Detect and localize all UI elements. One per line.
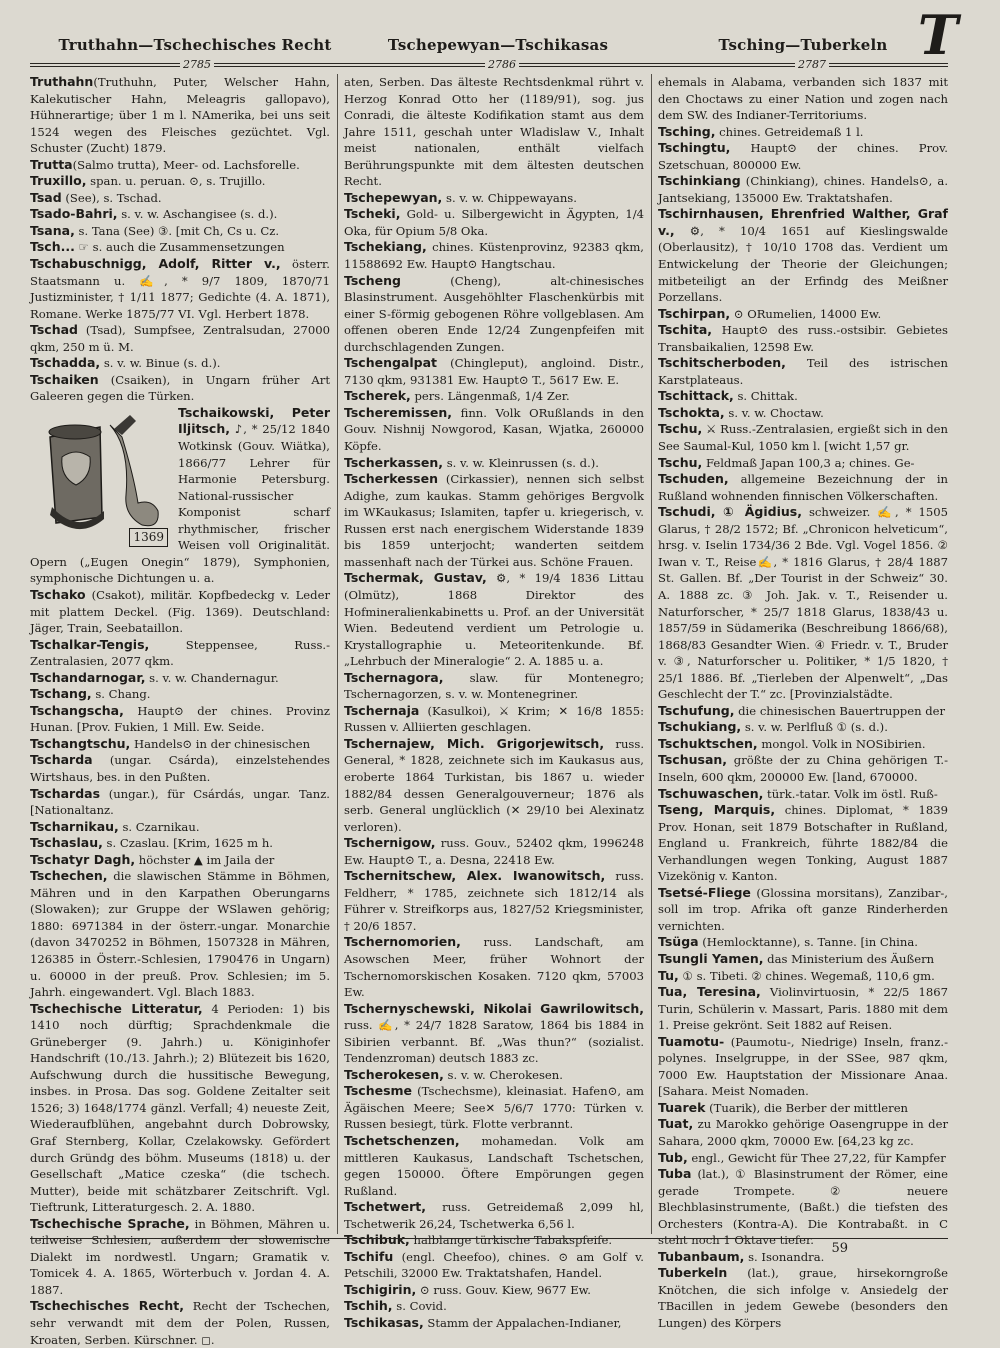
entry-headword: Tschandarnogar, <box>30 669 146 685</box>
entry-headword: Tschirnhausen, Ehrenfried Walther, Graf v., <box>658 206 948 238</box>
dictionary-entry <box>658 1034 948 1100</box>
entry-text: Violinvirtuosin, * 22/5 1867 Turin, Schülerin v. Massart, Paris. 1880 mit dem 1. Preise gekrönt. Seit 1882 auf Reisen. <box>658 985 948 1033</box>
entry-text: mohamedan. Volk am mittleren Kaukasus, Landschaft Tschetschen, gegen 150000. Öftere Empörungen gegen Rußland. <box>344 1134 644 1198</box>
dictionary-entry <box>30 173 330 190</box>
dictionary-entry <box>30 256 330 322</box>
entry-headword: Tuba <box>658 1166 692 1182</box>
dictionary-entry <box>30 1298 330 1348</box>
dictionary-entry <box>30 637 330 670</box>
entry-text: ☞ s. auch die Zusammensetzungen <box>74 240 285 255</box>
entry-headword: Tschangtschu, <box>30 735 131 751</box>
entry-headword: Truxillo, <box>30 173 87 189</box>
entry-text: Feldmaß Japan 100,3 a; chines. Ge- <box>702 455 915 470</box>
entry-headword: Tsüga <box>658 934 699 950</box>
entry-headword: Tsana, <box>30 222 75 238</box>
entry-headword: Tschechische Sprache, <box>30 1215 190 1231</box>
entry-headword: Tubanbaum, <box>658 1248 745 1264</box>
entry-text: aten, Serben. Das älteste Rechtsdenkmal rührt v. Herzog Konrad Otto her (1189/91), sog. jus Conradi, die älteste Kodifikation stamt aus dem Jahre 1511, geschah unter Wladislaw V., Inhalt meist nationalen, enthält vielfach Berührungspunkte mit dem ältesten deutschen Recht. <box>344 75 644 189</box>
entry-headword: Tschesme <box>344 1083 413 1099</box>
entry-text: (Csakot), militär. Kopfbedeckg v. Leder mit plattem Deckel. (Fig. 1369). Deutschland: Jäger, Train, Seebataillon. <box>30 587 330 636</box>
dictionary-entry <box>30 752 330 785</box>
entry-headword: Tschernajew, Mich. Grigorjewitsch, <box>344 735 605 751</box>
dictionary-entry <box>658 388 948 405</box>
dictionary-entry <box>30 736 330 753</box>
column-divider <box>651 74 652 1234</box>
entry-text: s. v. w. Perlfluß ① (s. d.). <box>741 720 888 735</box>
entry-headword: Tschigirin, <box>344 1281 417 1297</box>
entry-text: s. Chang. <box>91 687 151 702</box>
entry-text: in Böhmen, Mähren u. teilweise Schlesien, außerdem der slowenische Dialekt im nordwestl. Ungarn; Gramatik v. Tomicek 4. A. 1865, Wörterbuch v. Jordan 4. A. 1887. <box>30 1216 330 1297</box>
dictionary-entry <box>344 1083 644 1133</box>
dictionary-entry <box>658 968 948 985</box>
dictionary-entry <box>30 868 330 1000</box>
dictionary-entry <box>344 74 644 190</box>
entry-headword: Tscherkassen, <box>344 454 444 470</box>
entry-text: größte der zu China gehörigen T.-Inseln, 600 qkm, 200000 Ew. [land, 670000. <box>658 753 948 784</box>
entry-text: (ungar. Csárda), einzelstehendes Wirtshaus, bes. in den Pußten. <box>30 753 330 784</box>
dictionary-entry <box>30 223 330 240</box>
entry-headword: Tschad <box>30 322 78 338</box>
shako-illustration <box>30 407 170 549</box>
dictionary-entry <box>30 819 330 836</box>
entry-text: ehemals in Alabama, verbanden sich 1837 mit den Choctaws zu einer Nation und zogen nach dem SW. des Indianer-Territoriums. <box>658 75 948 123</box>
entry-headword: Tschang, <box>30 686 92 702</box>
dictionary-entry <box>658 322 948 355</box>
dictionary-entry <box>344 1315 644 1332</box>
dictionary-entry <box>658 786 948 803</box>
entry-headword: Tschittack, <box>658 388 734 404</box>
entry-text: Haupt⊙ des russ.-ostsibir. Gebietes Transbaikalien, 12598 Ew. <box>658 323 948 354</box>
entry-text: (Tsad), Sumpfsee, Zentralsudan, 27000 qkm, 250 m ü. M. <box>30 323 330 354</box>
entry-text: ⚙, * 19/4 1836 Littau (Olmütz), 1868 Direktor des Hofmineralienkabinetts u. Prof. an der Universität Wien. Bedeutend verdient um Petrologie u. Krystallographie u. Meteoritenkunde. Bf. „Lehrbuch der Mineralogie“ 2. A. 1885 u. a. <box>344 571 644 669</box>
entry-headword: Tuat, <box>658 1116 694 1132</box>
entry-headword: Tschernitschew, Alex. Iwanowitsch, <box>344 868 606 884</box>
dictionary-entry <box>30 835 330 852</box>
header-rule <box>30 58 948 72</box>
entry-text: (lat.), ① Blasinstrument der Römer, eine gerade Trompete. ② neuere Blechblasinstrumente, (Baßt.) die tiefsten des Orchesters (Kontra-A). Die Kontrabaßt. in C steht noch 1 Oktave tiefer. <box>658 1167 948 1248</box>
entry-headword: Tschernigow, <box>344 835 436 851</box>
entry-text: (Kasulkoi), ⚔ Krim; ✕ 16/8 1855: Russen v. Alliierten geschlagen. <box>344 703 644 735</box>
text-columns <box>30 74 948 1347</box>
footer-page-number: 59 <box>831 1241 848 1256</box>
entry-headword: Tschokta, <box>658 404 725 420</box>
entry-headword: Tschako <box>30 586 86 602</box>
dictionary-entry <box>658 1116 948 1149</box>
dictionary-entry <box>658 802 948 885</box>
entry-headword: Tscherokesen, <box>344 1066 444 1082</box>
entry-headword: Tuberkeln <box>658 1265 728 1281</box>
entry-text: finn. Volk ORußlands in den Gouv. Nishnij Nowgorod, Kasan, Wjatka, 260000 Köpfe. <box>344 405 644 454</box>
entry-headword: Tu, <box>658 967 679 983</box>
entry-text: die slawischen Stämme in Böhmen, Mähren und in den Karpathen Oberungarns (Slowaken); zur Gruppe der WSlawen gehörig; 1880: 6971384 in der österr.-ungar. Monarchie (davon 3470252 in Böhmen, 1507328 in Mähren, 126385 in Österr.-Schlesien, 1790476 in Ungarn) u. 60000 in der preuß. Prov. Schlesien; im 5. Jahrh. eingewandert. Vgl. Blach 1883. <box>30 869 330 1000</box>
entry-headword: Tschu, <box>658 454 703 470</box>
entry-headword: Tsetsé-Fliege <box>658 884 751 900</box>
dictionary-entry <box>658 173 948 206</box>
entry-headword: Tschalkar-Tengis, <box>30 636 150 652</box>
entry-text: s. v. w. Kleinrussen (s. d.). <box>443 455 599 470</box>
dictionary-entry <box>344 190 644 207</box>
entry-headword: Tschih, <box>344 1298 393 1314</box>
entry-headword: Tschusan, <box>658 752 728 768</box>
dictionary-entry <box>344 670 644 703</box>
entry-text: höchster ▲ im Jaila der <box>135 852 275 867</box>
dictionary-entry <box>658 140 948 173</box>
dictionary-entry <box>344 206 644 239</box>
entry-text: ♪, * 25/12 1840 Wotkinsk (Gouv. Wiätka), 1866/77 Lehrer für Harmonie Petersburg. National-russischer Komponist scharf rhythmischer, frischer Weisen voll Originalität. Opern („Eugen Onegin“ 1879), Symphonien, symphonische Dichtungen u. a. <box>30 422 330 586</box>
entry-text: Haupt⊙ der chines. Prov. Szetschuan, 800000 Ew. <box>658 141 948 172</box>
dictionary-entry <box>344 703 644 736</box>
dictionary-entry <box>658 405 948 422</box>
dictionary-entry <box>30 670 330 687</box>
section-letter: T <box>917 3 958 67</box>
column-1 <box>30 74 331 1347</box>
entry-text: (Cirkassier), nennen sich selbst Adighe, zum kaukas. Stamm gehöriges Bergvolk im WKaukasus; Islamiten, tapfer u. kriegerisch, v. Russen erst nach energischem Widerstande 1839 bis 1859 unterjocht; wanderten seitdem massenhaft nach der Türkei aus. Schöne Frauen. <box>344 472 644 569</box>
entry-text: (Truthuhn, Puter, Welscher Hahn, Kalekutischer Hahn, Meleagris gallopavo), Hühnerartige; über 1 m l. NAmerika, bei uns seit 1524 wegen des Fleisches gezüchtet. Vgl. Schuster (Zucht) 1879. <box>30 75 330 156</box>
entry-text: (See), s. Tschad. <box>61 190 162 205</box>
dictionary-entry <box>344 934 644 1000</box>
entry-headword: Tschekiang, <box>344 239 427 255</box>
dictionary-entry <box>658 1265 948 1331</box>
entry-text: ⚔ Russ.-Zentralasien, ergießt sich in den See Saumal-Kul, 1050 km l. [wicht 1,57 gr. <box>658 422 948 454</box>
dictionary-entry <box>658 306 948 323</box>
entry-headword: Tschernomorien, <box>344 934 461 950</box>
entry-text: s. v. w. Chippewayans. <box>442 190 577 205</box>
dictionary-entry <box>30 355 330 372</box>
entry-headword: Tscherek, <box>344 388 411 404</box>
entry-text: (Csaiken), in Ungarn früher Art Galeeren gegen die Türken. <box>30 372 330 404</box>
entry-headword: Tschatyr Dagh, <box>30 851 136 867</box>
entry-headword: Tub, <box>658 1149 688 1165</box>
entry-headword: Tschangscha, <box>30 702 124 718</box>
dictionary-entry <box>658 703 948 720</box>
entry-text: s. v. w. Binue (s. d.). <box>100 356 221 371</box>
dictionary-entry <box>30 74 330 157</box>
dictionary-entry <box>658 455 948 472</box>
entry-headword: Tscherkessen <box>344 471 438 487</box>
entry-headword: Truthahn <box>30 74 94 89</box>
entry-text: s. v. w. Chandernagur. <box>145 670 279 685</box>
entry-text: schweizer. ✍, * 1505 Glarus, † 28/2 1572; Bf. „Chronicon helveticum“, hrsg. v. Iselin 1734/36 2 Bde. Vgl. Vogel 1856. ② Iwan v. T., Reise✍, * 1816 Glarus, † 28/4 1887 St. Gallen. Bf. „Der Tourist in der Schweiz“ 30. A. 1888 zc. ③ Joh. Jak. v. T., Reisender u. Naturforscher, * 25/7 1818 Glarus, 1838/43 u. 1857/59 in Südamerika (Beschreibung 1866/68), 1868/83 Gesandter Wien. ④ Friedr. v. T., Bruder v. ③, Naturforscher u. Politiker, * 1/5 1820, † 25/1 1886. Bf. „Tierleben der Alpenwelt“, „Das Geschlecht der T.“ zc. [Provinzialstädte. <box>658 505 948 702</box>
column-3 <box>658 74 948 1331</box>
dictionary-entry <box>658 736 948 753</box>
entry-text: zu Marokko gehörige Oasengruppe in der Sahara, 2000 qkm, 70000 Ew. [64,23 kg zc. <box>658 1117 948 1148</box>
entry-headword: Tschifu <box>344 1248 394 1264</box>
entry-text: engl., Gewicht für Thee 27,22, für Kampfer <box>687 1150 946 1165</box>
entry-text: ⊙ russ. Gouv. Kiew, 9677 Ew. <box>416 1282 591 1297</box>
dictionary-entry <box>344 835 644 868</box>
entry-headword: Tschaslau, <box>30 835 103 851</box>
entry-headword: Tschuwaschen, <box>658 785 764 801</box>
entry-headword: Tschukiang, <box>658 719 742 735</box>
entry-text: russ. Feldherr, * 1785, zeichnete sich 1812/14 als Führer v. Streifkorps aus, 1827/52 Kriegsminister, † 20/6 1857. <box>344 869 644 933</box>
entry-headword: Tschudi, ① Ägidius, <box>658 504 802 520</box>
entry-text: halblange türkische Tabakspfeife. <box>409 1233 613 1248</box>
entry-text: (engl. Cheefoo), chines. ⊙ am Golf v. Petschili, 32000 Ew. Traktatshafen, Handel. <box>344 1249 644 1281</box>
dictionary-entry <box>344 1199 644 1232</box>
entry-text: die chinesischen Bauertruppen der <box>734 703 946 718</box>
dictionary-entry <box>658 885 948 935</box>
header-right: Tsching—Tuberkeln <box>718 36 888 54</box>
entry-text: s. Tana (See) ③. [mit Ch, Cs u. Cz. <box>74 223 280 238</box>
entry-text: ⚙, * 10/4 1651 auf Kieslingswalde (Oberlausitz), † 10/10 1708 das. Verdient um Entwickelung der Theorie der Gleichungen; mitbeteiligt an der Erfindg des Meißner Porzellans. <box>658 223 948 305</box>
entry-headword: Tscharnikau, <box>30 818 119 834</box>
entry-text: s. Isonandra. <box>744 1249 825 1264</box>
entry-text: Teil des istrischen Karstplateaus. <box>658 356 948 387</box>
entry-text: s. v. w. Choctaw. <box>724 405 824 420</box>
dictionary-entry <box>658 752 948 785</box>
entry-text: das Ministerium des Äußern <box>763 951 935 966</box>
entry-headword: Tschikasas, <box>344 1315 424 1331</box>
dictionary-entry <box>30 206 330 223</box>
entry-headword: Tschingtu, <box>658 140 731 156</box>
entry-text: s. Chittak. <box>733 389 798 404</box>
entry-text: (Tschechsme), kleinasiat. Hafen⊙, am Ägäischen Meere; See✕ 5/6/7 1770: Türken v. Russen besiegt, türk. Flotte verbrannt. <box>344 1084 644 1132</box>
entry-headword: Tschaikowski, Peter Iljitsch, <box>178 404 330 437</box>
entry-headword: Tschufung, <box>658 702 735 718</box>
dictionary-entry <box>30 190 330 207</box>
entry-text: (Salmo trutta), Meer- od. Lachsforelle. <box>72 157 300 172</box>
entry-text: russ. ✍, * 24/7 1828 Saratow, 1864 bis 1884 in Sibirien verbannt. Bf. „Was thun?“ (sozialist. Tendenzroman) deutsch 1883 zc. <box>344 1018 644 1066</box>
entry-headword: Tschita, <box>658 322 713 338</box>
entry-headword: Tuarek <box>658 1099 706 1115</box>
dictionary-entry <box>658 504 948 703</box>
column-divider <box>337 74 338 1234</box>
entry-text: pers. Längenmaß, 1/4 Zer. <box>410 389 570 404</box>
entry-text: Steppensee, Russ.-Zentralasien, 2077 qkm. <box>30 637 330 669</box>
entry-headword: Tsungli Yamen, <box>658 950 764 966</box>
footer <box>30 1238 948 1261</box>
dictionary-entry <box>30 322 330 355</box>
dictionary-entry <box>658 1150 948 1167</box>
page-number-center: 2786 <box>485 58 519 71</box>
entry-headword: Tscheng <box>344 272 401 288</box>
entry-headword: Tschaiken <box>30 371 99 387</box>
entry-text: chines. Getreidemaß 1 l. <box>715 124 864 139</box>
entry-headword: Tschepewyan, <box>344 189 443 205</box>
entry-headword: Tscheremissen, <box>344 404 453 420</box>
entry-headword: Tschernagora, <box>344 669 444 685</box>
entry-text: (Hemlocktanne), s. Tanne. [in China. <box>698 935 918 950</box>
dictionary-entry <box>658 1166 948 1249</box>
entry-headword: Tsad <box>30 189 62 205</box>
entry-text: Handels⊙ in der chinesischen <box>130 736 311 751</box>
entry-text: österr. Staatsmann u. ✍, * 9/7 1809, 1870/71 Justizminister, † 1/11 1877; Gedichte (4. A. 1871), Romane. Werke 1875/77 VI. Vgl. Herbert 1878. <box>30 257 330 321</box>
dictionary-entry <box>658 74 948 124</box>
dictionary-entry <box>344 455 644 472</box>
entry-text: s. v. w. Aschangisee (s. d.). <box>117 207 278 222</box>
dictionary-entry <box>344 388 644 405</box>
entry-headword: Tschabuschnigg, Adolf, Ritter v., <box>30 256 281 272</box>
entry-headword: Tseng, Marquis, <box>658 802 776 818</box>
entry-headword: Trutta <box>30 156 73 172</box>
entry-text: span. u. peruan. ⊙, s. Trujillo. <box>86 174 266 189</box>
dictionary-entry <box>658 124 948 141</box>
page-number-right: 2787 <box>795 58 829 71</box>
dictionary-entry <box>344 1067 644 1084</box>
dictionary-entry <box>658 951 948 968</box>
dictionary-entry <box>658 421 948 454</box>
entry-text: russ. Getreidemaß 2,099 hl, Tschetwerik 26,24, Tschetwerka 6,56 l. <box>344 1200 644 1231</box>
entry-text: russ. Gouv., 52402 qkm, 1996248 Ew. Haupt⊙ T., a. Desna, 22418 Ew. <box>344 836 644 867</box>
dictionary-entry <box>30 239 330 256</box>
entry-headword: Tschengalpat <box>344 355 438 371</box>
dictionary-entry <box>344 471 644 570</box>
entry-text: Gold- u. Silbergewicht in Ägypten, 1/4 Oka, für Opium 5/8 Oka. <box>344 207 644 238</box>
dictionary-entry <box>658 984 948 1034</box>
entry-text: türk.-tatar. Volk im östl. Ruß- <box>763 786 938 801</box>
dictionary-entry <box>344 273 644 356</box>
entry-text: allgemeine Bezeichnung der in Rußland wohnenden finnischen Völkerschaften. <box>658 472 948 503</box>
entry-headword: Tschermak, Gustav, <box>344 570 487 586</box>
dictionary-entry <box>344 570 644 669</box>
entry-text: s. Czaslau. [Krim, 1625 m h. <box>102 836 273 851</box>
header-center: Tschepewyan—Tschikasas <box>387 36 609 54</box>
entry-text: 4 Perioden: 1) bis 1410 noch dürftig; Sprachdenkmale die Grüneberger (9. Jahrh.) u. Königinhofer Handschrift (10./13. Jahrh.); 2) Blütezeit bis 1620, Aufschwung durch die hussitische Bewegung, insbes. in Prosa. Das sog. Goldene Zeitalter seit 1526; 3) 1648/1774 gänzl. Verfall; 4) neueste Zeit, Wiederaufblühen, angebahnt durch Dobrowsky, Graf Sternberg, Kollar, Czelakowsky. Gefördert durch Gründg des böhm. Museums (1818) u. der Gesellschaft „Matice czeska“ (die tschech. Mutter), beide mit schätzbarer Zeitschrift. Vgl. Tieftrunk, Litteraturgesch. 2. A. 1880. <box>30 1001 331 1215</box>
dictionary-entry <box>30 703 330 736</box>
entry-text: russ. General, * 1828, zeichnete sich im Kaukasus aus, eroberte 1864 Turkistan, bis 1867 u. wieder 1882/84 dessen Generalgouverneur; 1876 als serb. General unglücklich (✕ 29/10 bei Alexinatz verloren). <box>344 736 645 834</box>
entry-headword: Tschechische Litteratur, <box>30 1000 203 1016</box>
entry-headword: Tschibuk, <box>344 1232 410 1248</box>
entry-headword: Tschernyschewski, Nikolai Gawrilowitsch, <box>344 1000 644 1016</box>
entry-headword: Tschechisches Recht, <box>30 1298 184 1314</box>
entry-text: Stamm der Appalachen-Indianer, <box>423 1316 622 1331</box>
entry-headword: Tuamotu- <box>658 1033 725 1049</box>
dictionary-entry <box>344 736 644 835</box>
entry-headword: Tsching, <box>658 123 716 139</box>
entry-text: (Chinkiang), chines. Handels⊙, a. Jantsekiang, 135000 Ew. Traktatshafen. <box>658 174 948 205</box>
dictionary-entry <box>344 1298 644 1315</box>
dictionary-entry <box>30 157 330 174</box>
entry-text: s. Czarnikau. <box>118 819 200 834</box>
dictionary-entry <box>658 355 948 388</box>
entry-text: (lat.), graue, hirsekorngroße Knötchen, die sich infolge v. Ansiedelg der TBacillen in jedem Gewebe (besonders den Lungen) des Körpers <box>658 1266 948 1331</box>
entry-headword: Tsch... <box>30 239 75 255</box>
entry-text: s. v. w. Cherokesen. <box>443 1067 563 1082</box>
dictionary-entry <box>658 206 948 305</box>
entry-text: (Tuarik), die Berber der mittleren <box>705 1100 909 1115</box>
dictionary-entry <box>344 1282 644 1299</box>
dictionary-entry <box>344 868 644 934</box>
entry-text: mongol. Volk in NOSibirien. <box>757 736 926 751</box>
entry-headword: Tschetschenzen, <box>344 1133 460 1148</box>
column-2 <box>344 74 645 1331</box>
entry-text: russ. Landschaft, am Asowschen Meer, früher Wohnort der Tschernomorskischen Kosaken. 7120 qkm, 57003 Ew. <box>344 935 644 1000</box>
entry-text: chines. Küstenprovinz, 92383 qkm, 11588692 Ew. Haupt⊙ Hangtschau. <box>344 240 644 272</box>
entry-text: (Cheng), alt-chinesisches Blasinstrument. Ausgehöhlter Flaschenkürbis mit einer S-förmig gebogenen Röhre vollgeblasen. Am offenen oberen Ende 12/24 Zungenpfeifen mit durchschlagenden Zungen. <box>344 273 644 354</box>
entry-headword: Tscharda <box>30 752 93 768</box>
entry-headword: Tschadda, <box>30 355 101 371</box>
dictionary-entry <box>30 1001 330 1216</box>
entry-text: Recht der Tschechen, sehr verwandt mit dem der Polen, Russen, Kroaten, Serben. Kürschner. ◻. <box>30 1299 330 1347</box>
dictionary-entry <box>30 372 330 405</box>
dictionary-entry <box>30 786 330 819</box>
entry-text: (Chingleput), angloind. Distr., 7130 qkm, 931381 Ew. Haupt⊙ T., 5617 Ew. E. <box>344 356 644 387</box>
entry-text: slaw. für Montenegro; Tschernagorzen, s. v. w. Montenegriner. <box>344 670 644 702</box>
entry-text: s. Covid. <box>392 1299 447 1314</box>
dictionary-entry <box>30 852 330 869</box>
dictionary-entry <box>30 587 330 637</box>
dictionary-entry <box>344 1001 644 1067</box>
figure-number: 1369 <box>129 528 168 547</box>
dictionary-entry <box>344 1133 644 1199</box>
entry-text: Haupt⊙ der chines. Provinz Hunan. [Prov. Fukien, 1 Mill. Ew. Seide. <box>30 703 330 735</box>
dictionary-entry <box>344 405 644 455</box>
entry-headword: Tschuktschen, <box>658 735 758 751</box>
dictionary-entry <box>658 1100 948 1117</box>
entry-headword: Tschechen, <box>30 868 108 884</box>
entry-headword: Tschetwert, <box>344 1199 426 1215</box>
dictionary-entry <box>658 471 948 504</box>
entry-headword: Tschirpan, <box>658 305 731 321</box>
entry-headword: Tschernaja <box>344 702 420 718</box>
entry-headword: Tschuden, <box>658 471 729 487</box>
dictionary-entry <box>658 934 948 951</box>
entry-headword: Tschardas <box>30 785 101 801</box>
dictionary-entry <box>344 355 644 388</box>
entry-text: ① s. Tibeti. ② chines. Wegemaß, 110,6 gm. <box>678 968 935 983</box>
header-left: Truthahn—Tschechisches Recht <box>58 36 332 54</box>
entry-text: chines. Diplomat, * 1839 Prov. Honan, seit 1879 Botschafter in Rußland, England u. Frankreich, führte 1882/84 die Verhandlungen wegen Tonking, August 1887 Vizekönig v. Kanton. <box>658 803 948 884</box>
entry-headword: Tsado-Bahri, <box>30 206 118 222</box>
entry-headword: Tschinkiang <box>658 173 741 189</box>
entry-text: ⊙ ORumelien, 14000 Ew. <box>730 306 882 321</box>
entry-text: (Paumotu-, Niedrige) Inseln, franz.-polynes. Inselgruppe, in der SSee, 987 qkm, 7000 Ew. Hauptstation der Missionare Anaa. [Sahara. Meist Nomaden. <box>658 1034 948 1099</box>
entry-headword: Tschitscherboden, <box>658 355 786 371</box>
entry-headword: Tua, Teresina, <box>658 984 761 1000</box>
page-number-left: 2785 <box>180 58 214 71</box>
entry-headword: Tscheki, <box>344 206 401 222</box>
dictionary-entry <box>30 686 330 703</box>
entry-text: (Glossina morsitans), Zanzibar-, soll im trop. Afrika oft ganze Rinderherden vernichten. <box>658 885 948 933</box>
entry-headword: Tschu, <box>658 421 703 437</box>
dictionary-entry <box>658 719 948 736</box>
dictionary-entry <box>344 239 644 272</box>
running-header <box>30 36 948 58</box>
entry-text: (ungar.), für Csárdás, ungar. Tanz. [Nationaltanz. <box>30 786 330 818</box>
